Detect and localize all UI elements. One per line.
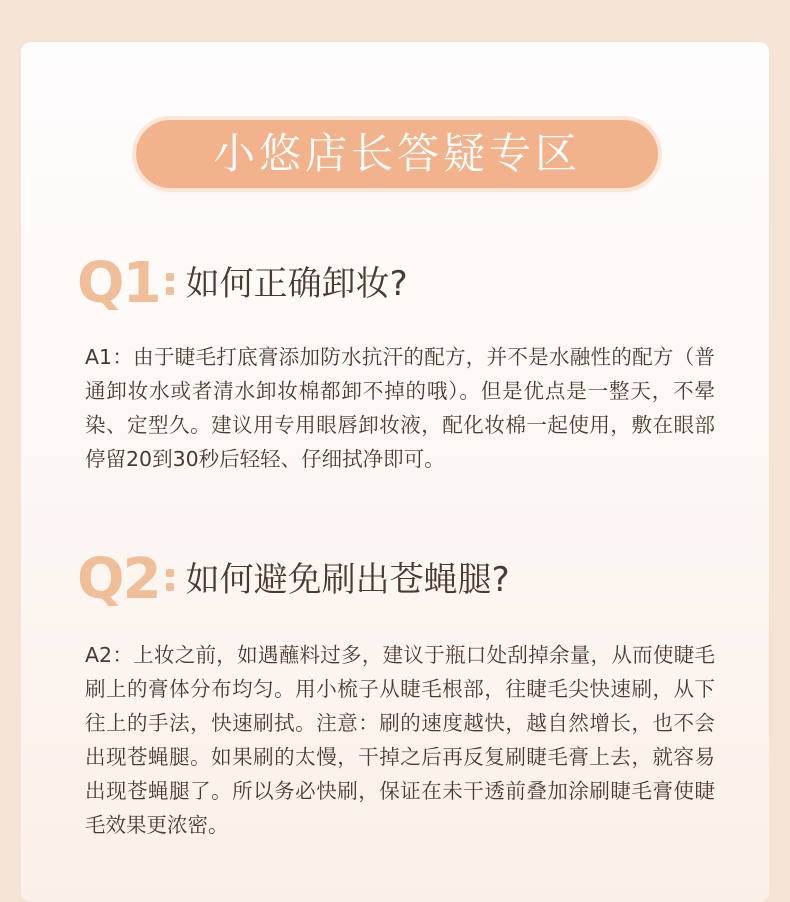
question-text: 如何避免刷出苍蝇腿? [185, 560, 510, 600]
banner-title: 小悠店长答疑专区 [212, 129, 581, 178]
answer-2: A2：上妆之前，如遇蘸料过多，建议于瓶口处刮掉余量，从而使睫毛刷上的膏体分布均匀。用小梳子从睫毛根部，往睫毛尖快速刷，从下往上的手法，快速刷拭。注意：刷的速度越快，越自然增长，也不会出现苍蝇腿。如果刷的太慢，干掉之后再反复刷睫毛膏上去，就容易出现苍蝇腿了。所以务必快刷，保证在未干透前叠加涂刷睫毛膏使睫毛效果更浓密。 [85, 643, 715, 837]
question-1 [77, 251, 408, 316]
colon-icon [166, 273, 174, 295]
answer-1: A1：由于睫毛打底膏添加防水抗汗的配方，并不是水融性的配方（普通卸妆水或者清水卸妆棉都卸不掉的哦）。但是优点是一整天，不晕染、定型久。建议用专用眼唇卸妆液，配化妆棉一起使用，敷在眼部停留20到30秒后轻轻、仔细拭净即可。 [85, 345, 715, 471]
section-banner [136, 120, 658, 188]
question-label: Q1 [77, 251, 160, 316]
colon-icon [166, 569, 174, 591]
question-label: Q2 [77, 547, 160, 612]
qa-card [21, 42, 769, 902]
question-text: 如何正确卸妆? [185, 264, 408, 304]
question-2 [77, 547, 510, 612]
